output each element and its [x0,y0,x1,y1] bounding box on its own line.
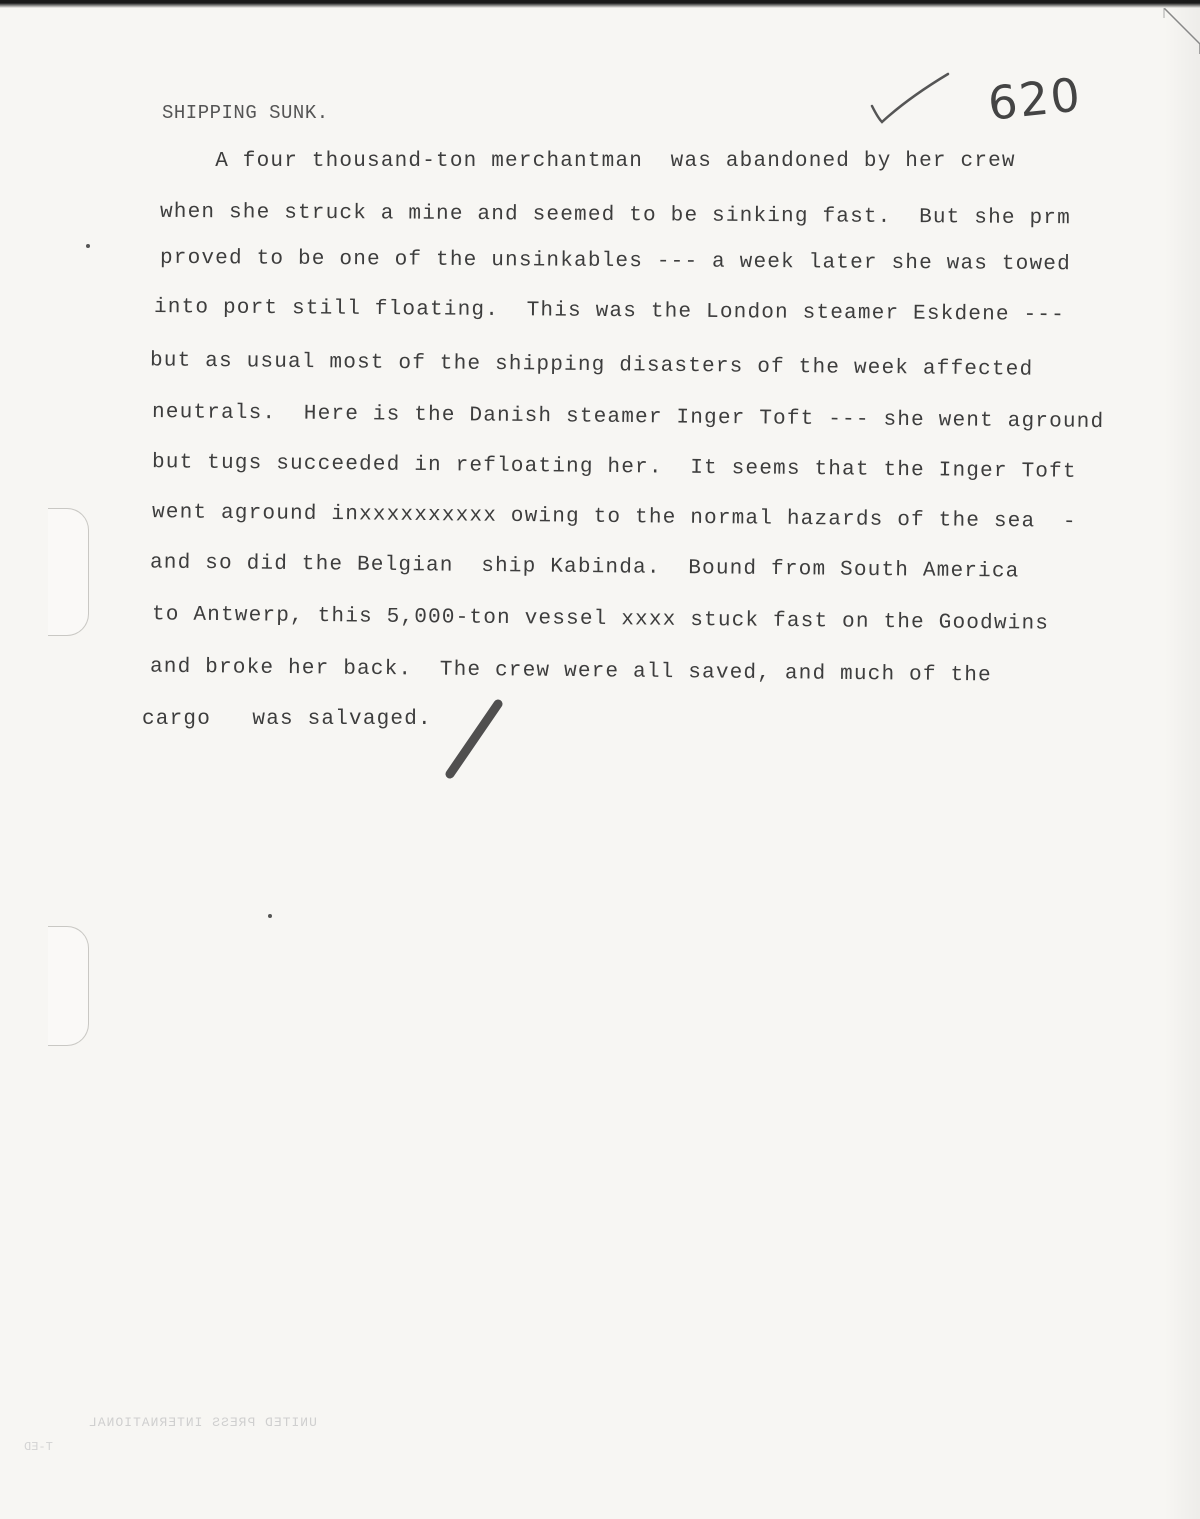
body-line: neutrals. Here is the Danish steamer Inger Toft --- she went aground [151,401,1105,434]
body-line: into port still floating. This was the London steamer Eskdene --- [153,296,1066,327]
page-top-edge [0,0,1200,8]
document-heading: SHIPPING SUNK. [162,102,329,124]
body-line: cargo was salvaged. [142,708,432,731]
faint-footer-code: T-ED [24,1440,53,1454]
body-line: A four thousand-ton merchantman was abandoned by her crew [160,150,1016,173]
body-line: went aground inxxxxxxxxxx owing to the normal hazards of the sea - [151,501,1077,534]
ink-speck [86,244,90,248]
body-line: proved to be one of the unsinkables --- a week later she was towed [159,246,1072,277]
body-line: and so did the Belgian ship Kabinda. Bound from South America [149,551,1020,584]
pencil-slash-mark-icon [440,698,510,782]
page-right-shadow [1164,0,1200,1519]
binder-hole [48,508,89,636]
body-line: but as usual most of the shipping disasters of the week affected [149,349,1034,382]
handwritten-page-number: 620 [985,67,1085,131]
corner-fold-icon [1162,8,1200,54]
body-line: when she struck a mine and seemed to be sinking fast. But she prm [159,200,1072,231]
pencil-check-mark-icon [868,68,952,128]
body-line: to Antwerp, this 5,000-ton vessel xxxx stuck fast on the Goodwins [151,603,1050,636]
faint-footer-stamp: UNITED PRESS INTERNATIONAL [88,1415,317,1430]
body-line: and broke her back. The crew were all saved, and much of the [149,655,993,688]
body-line: but tugs succeeded in refloating her. It seems that the Inger Toft [151,451,1077,484]
binder-hole [48,926,89,1046]
ink-speck [268,914,272,918]
